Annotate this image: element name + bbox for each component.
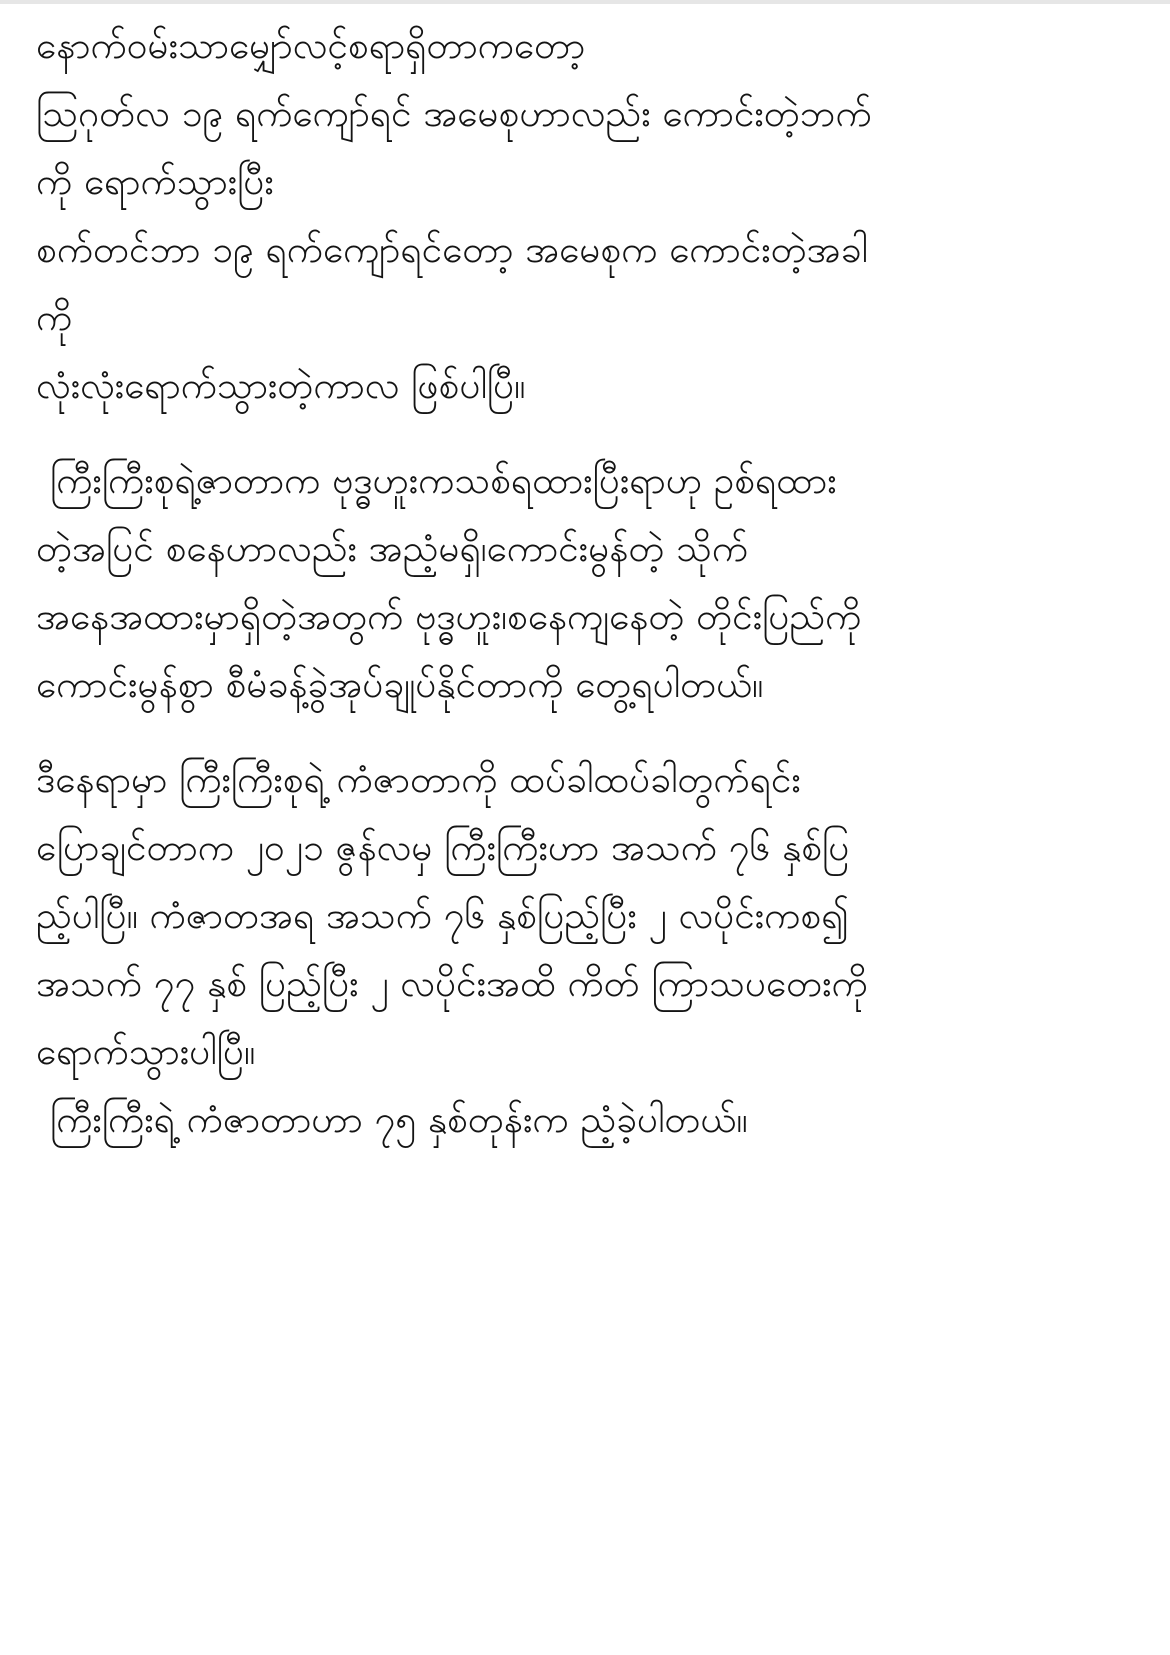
text-line: ရောက်သွားပါပြီ။: [36, 1030, 256, 1073]
text-line: လုံးလုံးရောက်သွားတဲ့ကာလ ဖြစ်ပါပြီ။: [36, 364, 526, 407]
text-line: ည့်ပါပြီ။ ကံဇာတအရ အသက် ၇၆ နှစ်ပြည့်ပြီး ၂ လပိုင်းကစ၍: [36, 894, 849, 937]
text-line: ကို ရောက်သွားပြီး: [36, 160, 274, 203]
text-line: စက်တင်ဘာ ၁၉ ရက်ကျော်ရင်တော့ အမေစုက ကောင်းတဲ့အခါ: [36, 228, 868, 271]
top-divider: [0, 0, 1170, 4]
text-line: ကြီးကြီးစုရဲ့ဇာတာက ဗုဒ္ဓဟူးကသစ်ရထားပြီးရာဟု ဥစ်ရထား: [50, 459, 837, 502]
text-line: တဲ့အပြင် စနေဟာလည်း အညံ့မရှိ၊ကောင်းမွန်တဲ့ သိုက်: [36, 527, 749, 570]
text-line: နောက်ဝမ်းသာမျှော်လင့်စရာရှိတာကတော့: [36, 24, 586, 67]
article-body: [36, 12, 1136, 1154]
paragraph-2: [36, 447, 1136, 719]
paragraph-spacer: [36, 719, 1136, 746]
text-line: ကြီးကြီးရဲ့ ကံဇာတာဟာ ၇၅ နှစ်တုန်းက ညံ့ခဲ့ပါတယ်။: [50, 1098, 748, 1141]
text-line: ကို: [36, 296, 73, 339]
paragraph-spacer: [36, 420, 1136, 447]
text-line: ဒီနေရာမှာ ကြီးကြီးစုရဲ့ ကံဇာတာကို ထပ်ခါထပ်ခါတွက်ရင်း: [36, 758, 801, 801]
text-line: ကောင်းမွန်စွာ စီမံခန့်ခွဲအုပ်ချုပ်နိုင်တာကို တွေ့ရပါတယ်။: [36, 663, 764, 706]
text-line: ပြောချင်တာက ၂၀၂၁ ဇွန်လမှ ကြီးကြီးဟာ အသက် ၇၆ နှစ်ပြ: [36, 826, 850, 869]
paragraph-1: [36, 12, 1136, 420]
text-line: အသက် ၇၇ နှစ် ပြည့်ပြီး ၂ လပိုင်းအထိ ကိတ် ကြာသပတေးကို: [36, 962, 868, 1005]
paragraph-3: [36, 746, 1136, 1154]
text-line: ဩဂုတ်လ ၁၉ ရက်ကျော်ရင် အမေစုဟာလည်း ကောင်းတဲ့ဘက်: [36, 92, 872, 135]
text-line: အနေအထားမှာရှိတဲ့အတွက် ဗုဒ္ဓဟူး၊စနေကျနေတဲ့ တိုင်းပြည်ကို: [36, 595, 862, 638]
